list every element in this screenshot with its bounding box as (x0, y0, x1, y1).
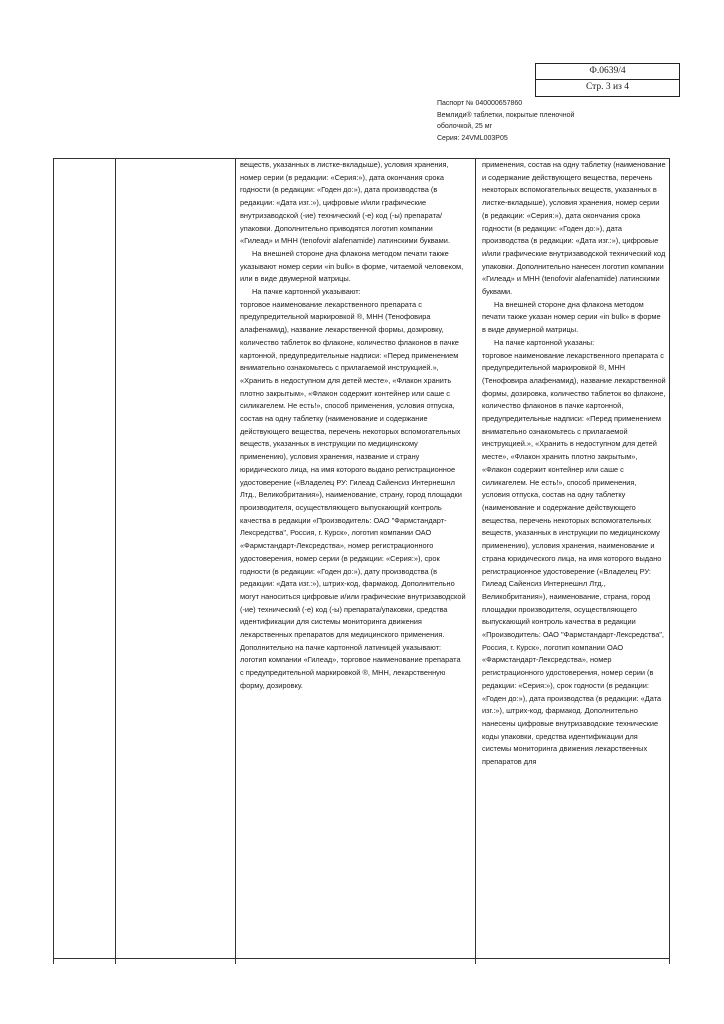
table-column-divider (669, 158, 670, 964)
passport-header (437, 98, 647, 144)
form-code-box (535, 63, 680, 97)
table-column-divider (115, 158, 116, 964)
paragraph: торговое наименование лекарственного препарата с предупредительной маркировкой ®, МНН (Тенофовира алафенамид), название лекарственной формы, дозировку, количество таблеток во флаконе, количество флаконов в пачке картонной, предупредительные надписи: «Перед применением внимательно ознакомьтесь с прилагаемой инструкцией.», «Хранить в недоступном для детей месте», «Флакон хранить плотно закрытым», «Флакон содержит контейнер или саше с силикагелем. Не есть!», способ применения, условия отпуска, состав на одну таблетку (наименование и содержание действующего вещества, перечень некоторых вспомогательных веществ, указанных в инструкции по медицинскому применению), условия хранения, название и страну юридического лица, на имя которого выдано регистрационное удостоверение («Владелец РУ: Гилеад Сайенсиз Интернешнл Лтд., Великобритания»), наименование, страну, город площадки производителя, осуществляющего выпускающий контроль качества в редакции «Производитель: ОАО "Фармстандарт-Лексредства", Россия, г. Курск», логотип компании ОАО «Фармстандарт-Лексредства», номер регистрационного удостоверения, номер серии (в редакции: «Серия:»), срок годности (в редакции: «Годен до:»), дату производства (в редакции: «Дата изг.:»), штрих-код, фармакод. Дополнительно могут наноситься цифровые и/или графические внутризаводской (-ие) технический (-е) код (-ы) препарата/упаковки, средства идентификации для системы мониторинга движения лекарственных препаратов для медицинского применения. Дополнительно на пачке картонной латиницей указывают: логотип компании «Гилеад», торговое наименование препарата с предупредительной маркировкой ®, МНН, лекарственную форму, дозировку. (240, 299, 466, 690)
table-column-divider (53, 158, 54, 964)
table-bottom-border (53, 958, 670, 959)
table-column-divider (235, 158, 236, 964)
form-code: Ф.0639/4 (589, 66, 626, 76)
table-cell-actual (482, 159, 666, 769)
product-name: Вемлиди® таблетки, покрытые пленочной (437, 111, 575, 119)
comparison-table (0, 158, 724, 964)
paragraph: веществ, указанных в листке-вкладыше), условия хранения, номер серии (в редакции: «Серия:»), дата окончания срока годности (в редакции: «Годен до:»), дата производства (в редакции: «Дата изг.:»), цифровые и/или графические внутризаводской (-ие) технический (-е) код (-ы) препарата/упаковки. Дополнительно приводятся логотип компании «Гилеад» и МНН (tenofovir alafenamide) латинскими буквами. (240, 160, 450, 246)
table-cell-requirements (240, 159, 466, 693)
batch-number: Серия: 24VML003P05 (437, 134, 508, 142)
paragraph: На пачке картонной указаны: (494, 337, 595, 347)
paragraph: На внешней стороне дна флакона методом печати также указывают номер серии «in bulk» в форме, читаемой человеком, или в виде двумерной матрицы. (240, 248, 464, 284)
paragraph: На пачке картонной указывают: (252, 287, 361, 297)
table-column-divider (475, 158, 476, 964)
page-number: Стр. 3 из 4 (536, 79, 679, 95)
paragraph: применения, состав на одну таблетку (наименование и содержание действующего вещества, перечень некоторых вспомогательных веществ, указанных в листке-вкладыше), условия хранения, номер серии (в редакции: «Серия:»), дата окончания срока годности (в редакции: «Годен до:»), дата производства (в редакции: «Дата изг.:»), цифровые и/или графические внутризаводской технический код упаковки. Дополнительно нанесен логотип компании «Гилеад» и МНН (tenofovir alafenamide) латинскими буквами. (482, 160, 666, 297)
paragraph: торговое наименование лекарственного препарата с предупредительной маркировкой ®, МНН (Тенофовира алафенамид), название лекарственной формы, дозировка, количество таблеток во флаконе, количество флаконов в пачке картонной, предупредительные надписи: «Перед применением внимательно ознакомьтесь с прилагаемой инструкцией.», «Хранить в недоступном для детей месте», «Флакон хранить плотно закрытым», «Флакон содержит контейнер или саше с силикагелем. Не есть!», способ применения, условия отпуска, состав на одну таблетку (наименование и содержание действующего вещества, перечень некоторых вспомогательных веществ, указанных в инструкции по медицинскому применению), условия хранения, наименование и страна юридического лица, на имя которого выдано регистрационное удостоверение («Владелец РУ: Гилеад Сайенсиз Интернешнл Лтд., Великобритания»), наименование, страна, город площадки производителя, осуществляющего выпускающий контроль качества в редакции «Производитель: ОАО "Фармстандарт-Лексредства", Россия, г. Курск», логотип компании ОАО «Фармстандарт-Лексредства», номер регистрационного удостоверения, номер серии (в редакции: «Серия:»), срок годности (в редакции: «Годен до:»), дата производства (в редакции: «Дата изг.:»), штрих-код, фармакод. Дополнительно нанесены цифровые внутризаводские технические коды упаковки, средства идентификации для системы мониторинга движения лекарственных препаратов для (482, 350, 666, 767)
paragraph: На внешней стороне дна флакона методом печати также указан номер серии «in bulk» в форме в виде двумерной матрицы. (482, 299, 661, 335)
product-form: оболочкой, 25 мг (437, 123, 493, 130)
passport-number: Паспорт № 040000657860 (437, 100, 523, 107)
